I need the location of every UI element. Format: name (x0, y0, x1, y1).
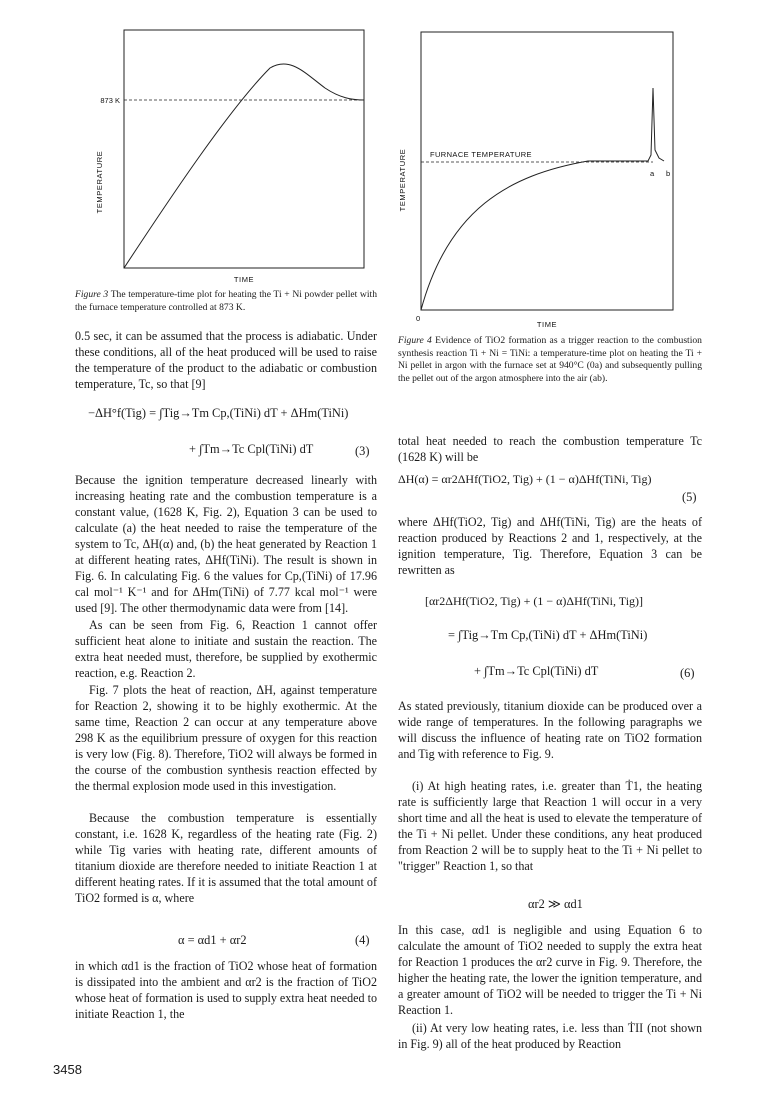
page-number: 3458 (53, 1062, 82, 1077)
figure-4-origin-label: 0 (416, 314, 421, 323)
equation-7: αr2 ≫ αd1 (528, 897, 583, 911)
figure-3-frame (124, 30, 364, 268)
left-paragraph-1: 0.5 sec, it can be assumed that the process is adiabatic. Under these conditions, all of the heat produced will be used to raise the temperature of the product to the adiabatic or combustion temperature, Tc, so that [9] (75, 329, 377, 391)
equation-3-line-1: −ΔH°f(Tig) = ∫Tig→Tm Cp,(TiNi) dT + ΔHm(TiNi) (88, 406, 349, 420)
right-paragraph-3: As stated previously, titanium dioxide can be produced over a wide range of temperatures. In the following paragraphs we will discuss the influence of heating rate on TiO2 formation and Tig with reference to Fig. 9. (398, 699, 702, 761)
figure-3-plot (80, 28, 382, 290)
figure-3-ylabel: TEMPERATURE (95, 150, 104, 214)
right-paragraph-1: total heat needed to reach the combustion temperature Tc (1628 K) will be (398, 434, 702, 464)
figure-4-xlabel: TIME (536, 320, 558, 329)
equation-4: α = αd1 + αr2 (178, 933, 247, 947)
figure-4-ylabel: TEMPERATURE (398, 148, 407, 212)
figure-4-caption (398, 335, 702, 385)
left-paragraph-5: Because the combustion temperature is essentially constant, i.e. 1628 K, regardless of the heating rate (Fig. 2) while Tig varies with heating rate, different amounts of titanium dioxide are therefore needed to initiate Reaction 1 at different heating rates. If it is assumed that the total amount of TiO2 formed is α, where (75, 811, 377, 905)
figure-4-b-label: b (666, 169, 671, 178)
figure-3-curve (124, 64, 364, 268)
equation-5: ΔH(α) = αr2ΔHf(TiO2, Tig) + (1 − α)ΔHf(TiNi, Tig) (398, 472, 652, 486)
left-paragraph-6: in which αd1 is the fraction of TiO2 whose heat of formation is dissipated into the ambient and αr2 is the fraction of TiO2 whose heat of formation is used to supply extra heat needed to initiate Reaction 1, the (75, 959, 377, 1021)
right-paragraph-2: where ΔHf(TiO2, Tig) and ΔHf(TiNi, Tig) are the heats of reaction produced by Reactions 2 and 1, respectively, at the ignition temperature, Tig. Therefore, Equation 3 can be rewritten as (398, 515, 702, 577)
right-paragraph-5: In this case, αd1 is negligible and using Equation 6 to calculate the amount of TiO2 needed to supply the extra heat for Reaction 1 produces the αr2 curve in Fig. 9. Therefore, the higher the heating rate, the lower the ignition temperature, and a greater amount of TiO2 will be needed to trigger the Ti + Ni Reaction 1. (398, 923, 702, 1017)
left-paragraph-4: Fig. 7 plots the heat of reaction, ΔH, against temperature for Reaction 2, showing it to be highly exothermic. At the same time, Reaction 2 can occur at any temperature above 298 K as the equilibrium pressure of oxygen for this reaction is very low (Fig. 8). Therefore, TiO2 will always be formed in the course of the combustion synthesis reaction effected by the thermal explosion mode used in this investigation. (75, 683, 377, 793)
figure-4-caption-label: Figure 4 (398, 335, 432, 346)
equation-3-line-2: + ∫Tm→Tc Cpl(TiNi) dT (189, 442, 314, 456)
equation-6-line-2: = ∫Tig→Tm Cp,(TiNi) dT + ΔHm(TiNi) (448, 628, 648, 642)
left-paragraph-2: Because the ignition temperature decreased linearly with increasing heating rate and the combustion temperature is a constant value, (1628 K, Fig. 2), Equation 3 can be used to calculate (a) the heat needed to raise the temperature of the system to Tc, ΔH(α) and, (b) the heat generated by Reaction 1 at different heating rates, ΔHf(TiNi). The result is shown in Fig. 6. In calculating Fig. 6 the values for Cp,(TiNi) of 17.96 cal mol⁻¹ K⁻¹ and for ΔHm(TiNi) of 7.77 kcal mol⁻¹ were used [9]. The other thermodynamic data were from [14]. (75, 473, 377, 615)
figure-3-873k-label: 873 K (100, 96, 120, 105)
figure-3-caption-label: Figure 3 (75, 289, 109, 300)
figure-4-curve (421, 88, 664, 310)
figure-3-caption (75, 289, 377, 314)
figure-3-caption-text: The temperature-time plot for heating the Ti + Ni powder pellet with the furnace temperature controlled at 873 K. (75, 289, 377, 313)
equation-6-number: (6) (680, 666, 695, 680)
equation-6-line-1: [αr2ΔHf(TiO2, Tig) + (1 − α)ΔHf(TiNi, Tig)] (425, 594, 644, 608)
figure-4-furnace-label: FURNACE TEMPERATURE (430, 150, 532, 159)
figure-4-caption-text: Evidence of TiO2 formation as a trigger reaction to the combustion synthesis reaction Ti + Ni = TiNi: a temperature-time plot on heating the Ti + Ni pellet in argon with the furnace set at 940°C (0a) and subsequently pulling the pellet out of the argon atmosphere into the air (ab). (398, 335, 702, 384)
figure-3-xlabel: TIME (233, 275, 255, 284)
right-paragraph-4: (i) At high heating rates, i.e. greater than Ṫ1, the heating rate is sufficiently large that Reaction 1 will occur in a very short time and all the heat is used to elevate the temperature of the Ti + Ni pellet. Under these conditions, any heat produced from Reaction 2 will be to supply heat to the Ti + Ni pellet to "trigger" Reaction 1, so that (398, 779, 702, 873)
figure-4-a-label: a (650, 169, 655, 178)
figure-4-plot (388, 30, 688, 332)
right-paragraph-6: (ii) At very low heating rates, i.e. less than ṪII (not shown in Fig. 9) all of the heat produced by Reaction (398, 1021, 702, 1051)
equation-4-number: (4) (355, 933, 370, 947)
equation-5-number: (5) (682, 490, 697, 504)
left-paragraph-3: As can be seen from Fig. 6, Reaction 1 cannot offer sufficient heat alone to initiate and sustain the reaction. The extra heat needed must, therefore, be supplied by exothermic reaction, e.g. Reaction 2. (75, 618, 377, 680)
equation-3-number: (3) (355, 444, 370, 458)
equation-6-line-3: + ∫Tm→Tc Cpl(TiNi) dT (474, 664, 599, 678)
